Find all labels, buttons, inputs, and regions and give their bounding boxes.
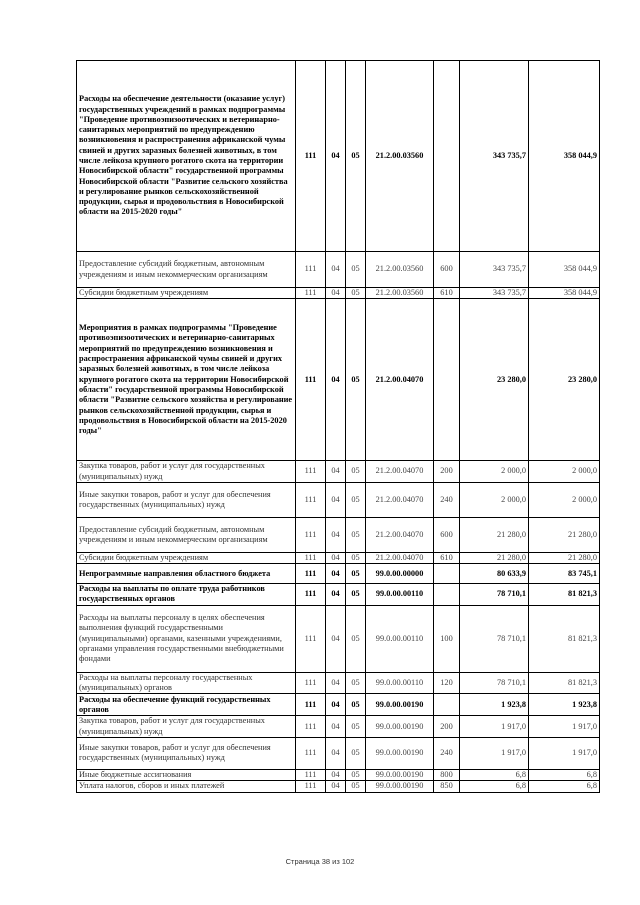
- cell-section-code: 04: [326, 252, 346, 288]
- budget-rows: [77, 61, 600, 793]
- table-row: [77, 299, 600, 461]
- cell-section-code: 04: [326, 737, 346, 769]
- cell-amount-year-2: 1 917,0: [529, 716, 600, 738]
- cell-name: Расходы на выплаты по оплате труда работников государственных органов: [77, 584, 296, 606]
- cell-target-article: 99.0.00.00190: [366, 769, 434, 780]
- cell-target-article: 21.2.00.03560: [366, 288, 434, 299]
- cell-amount-year-2: 358 044,9: [529, 61, 600, 252]
- cell-expense-type: 240: [434, 737, 460, 769]
- cell-target-article: 21.2.00.04070: [366, 461, 434, 483]
- cell-amount-year-1: 78 710,1: [460, 584, 529, 606]
- cell-section-code: 04: [326, 672, 346, 694]
- cell-expense-type: 200: [434, 461, 460, 483]
- cell-section-code: 04: [326, 552, 346, 563]
- cell-amount-year-1: 1 917,0: [460, 737, 529, 769]
- cell-subsection-code: 05: [346, 737, 366, 769]
- cell-subsection-code: 05: [346, 694, 366, 716]
- cell-section-code: 04: [326, 769, 346, 780]
- cell-section-code: 04: [326, 605, 346, 672]
- cell-target-article: 21.2.00.04070: [366, 552, 434, 563]
- cell-name: Закупка товаров, работ и услуг для государственных (муниципальных) нужд: [77, 716, 296, 738]
- cell-subsection-code: 05: [346, 672, 366, 694]
- cell-amount-year-2: 1 923,8: [529, 694, 600, 716]
- cell-expense-type: 100: [434, 605, 460, 672]
- cell-ministry-code: 111: [296, 716, 326, 738]
- cell-subsection-code: 05: [346, 61, 366, 252]
- table-row: [77, 552, 600, 563]
- cell-ministry-code: 111: [296, 461, 326, 483]
- cell-target-article: 21.2.00.04070: [366, 299, 434, 461]
- cell-amount-year-1: 6,8: [460, 769, 529, 780]
- cell-section-code: 04: [326, 288, 346, 299]
- cell-subsection-code: 05: [346, 552, 366, 563]
- cell-expense-type: 120: [434, 672, 460, 694]
- cell-section-code: 04: [326, 716, 346, 738]
- cell-amount-year-1: 2 000,0: [460, 482, 529, 517]
- cell-ministry-code: 111: [296, 61, 326, 252]
- cell-name: Иные закупки товаров, работ и услуг для обеспечения государственных (муниципальных) нужд: [77, 737, 296, 769]
- table-row: [77, 694, 600, 716]
- cell-subsection-code: 05: [346, 605, 366, 672]
- cell-ministry-code: 111: [296, 299, 326, 461]
- cell-expense-type: [434, 694, 460, 716]
- cell-amount-year-2: 358 044,9: [529, 252, 600, 288]
- cell-amount-year-1: 78 710,1: [460, 605, 529, 672]
- table-row: [77, 584, 600, 606]
- cell-amount-year-2: 21 280,0: [529, 517, 600, 552]
- table-row: [77, 252, 600, 288]
- cell-name: Расходы на обеспечение деятельности (оказание услуг) государственных учреждений в рамках подпрограммы "Проведение противоэпизоотических и ветеринарно-санитарных мероприятий по предупреждению возникновения и распространения африканской чумы свиней и других заразных болезней животных, в том числе лейкоза крупного рогатого скота на территории Новосибирской области" государственной программы Новосибирской области "Развитие сельского хозяйства и регулирование рынков сельскохозяйственной продукции, сырья и продовольствия в Новосибирской области на 2015-2020 годы": [77, 61, 296, 252]
- cell-amount-year-1: 343 735,7: [460, 252, 529, 288]
- cell-amount-year-1: 343 735,7: [460, 288, 529, 299]
- cell-target-article: 99.0.00.00190: [366, 781, 434, 792]
- cell-subsection-code: 05: [346, 716, 366, 738]
- cell-section-code: 04: [326, 781, 346, 792]
- table-row: [77, 769, 600, 780]
- cell-section-code: 04: [326, 299, 346, 461]
- cell-ministry-code: 111: [296, 781, 326, 792]
- cell-expense-type: 240: [434, 482, 460, 517]
- cell-expense-type: [434, 584, 460, 606]
- cell-expense-type: 850: [434, 781, 460, 792]
- table-row: [77, 517, 600, 552]
- cell-subsection-code: 05: [346, 288, 366, 299]
- cell-amount-year-1: 2 000,0: [460, 461, 529, 483]
- cell-name: Предоставление субсидий бюджетным, автономным учреждениям и иным некоммерческим организациям: [77, 517, 296, 552]
- cell-subsection-code: 05: [346, 461, 366, 483]
- cell-name: Непрограммные направления областного бюджета: [77, 564, 296, 584]
- cell-ministry-code: 111: [296, 672, 326, 694]
- cell-subsection-code: 05: [346, 769, 366, 780]
- cell-target-article: 99.0.00.00190: [366, 694, 434, 716]
- cell-name: Расходы на выплаты персоналу в целях обеспечения выполнения функций государственными (муниципальными) органами, казенными учреждениями, органами управления государственными внебюджетными фондами: [77, 605, 296, 672]
- cell-target-article: 99.0.00.00110: [366, 584, 434, 606]
- cell-amount-year-1: 23 280,0: [460, 299, 529, 461]
- cell-section-code: 04: [326, 61, 346, 252]
- cell-ministry-code: 111: [296, 252, 326, 288]
- cell-ministry-code: 111: [296, 564, 326, 584]
- cell-section-code: 04: [326, 517, 346, 552]
- cell-amount-year-2: 2 000,0: [529, 482, 600, 517]
- cell-subsection-code: 05: [346, 482, 366, 517]
- cell-target-article: 99.0.00.00110: [366, 605, 434, 672]
- cell-amount-year-1: 6,8: [460, 781, 529, 792]
- cell-name: Иные закупки товаров, работ и услуг для обеспечения государственных (муниципальных) нужд: [77, 482, 296, 517]
- cell-ministry-code: 111: [296, 737, 326, 769]
- cell-expense-type: 610: [434, 288, 460, 299]
- cell-target-article: 21.2.00.03560: [366, 61, 434, 252]
- cell-name: Иные бюджетные ассигнования: [77, 769, 296, 780]
- cell-name: Мероприятия в рамках подпрограммы "Проведение противоэпизоотических и ветеринарно-санитарных мероприятий по предупреждению возникновения и распространения африканской чумы свиней и других заразных болезней животных, в том числе лейкоза крупного рогатого скота на территории Новосибирской области" государственной программы Новосибирской области "Развитие сельского хозяйства и регулирование рынков сельскохозяйственной продукции, сырья и продовольствия в Новосибирской области на 2015-2020 годы": [77, 299, 296, 461]
- cell-amount-year-2: 81 821,3: [529, 672, 600, 694]
- cell-expense-type: [434, 61, 460, 252]
- table-row: [77, 781, 600, 792]
- cell-subsection-code: 05: [346, 299, 366, 461]
- cell-amount-year-2: 358 044,9: [529, 288, 600, 299]
- cell-section-code: 04: [326, 461, 346, 483]
- cell-name: Закупка товаров, работ и услуг для государственных (муниципальных) нужд: [77, 461, 296, 483]
- cell-amount-year-2: 81 821,3: [529, 605, 600, 672]
- cell-name: Субсидии бюджетным учреждениям: [77, 552, 296, 563]
- table-row: [77, 482, 600, 517]
- cell-expense-type: 600: [434, 252, 460, 288]
- cell-subsection-code: 05: [346, 517, 366, 552]
- budget-table: [76, 60, 600, 793]
- cell-ministry-code: 111: [296, 584, 326, 606]
- cell-target-article: 99.0.00.00000: [366, 564, 434, 584]
- cell-name: Уплата налогов, сборов и иных платежей: [77, 781, 296, 792]
- table-row: [77, 564, 600, 584]
- cell-ministry-code: 111: [296, 552, 326, 563]
- cell-subsection-code: 05: [346, 584, 366, 606]
- cell-ministry-code: 111: [296, 769, 326, 780]
- cell-target-article: 21.2.00.04070: [366, 517, 434, 552]
- cell-amount-year-2: 6,8: [529, 769, 600, 780]
- cell-subsection-code: 05: [346, 564, 366, 584]
- cell-amount-year-2: 1 917,0: [529, 737, 600, 769]
- cell-expense-type: 800: [434, 769, 460, 780]
- cell-expense-type: 600: [434, 517, 460, 552]
- cell-name: Предоставление субсидий бюджетным, автономным учреждениям и иным некоммерческим организациям: [77, 252, 296, 288]
- cell-amount-year-2: 83 745,1: [529, 564, 600, 584]
- cell-name: Расходы на выплаты персоналу государственных (муниципальных) органов: [77, 672, 296, 694]
- cell-section-code: 04: [326, 564, 346, 584]
- cell-amount-year-2: 21 280,0: [529, 552, 600, 563]
- cell-name: Расходы на обеспечение функций государственных органов: [77, 694, 296, 716]
- cell-name: Субсидии бюджетным учреждениям: [77, 288, 296, 299]
- cell-target-article: 99.0.00.00190: [366, 737, 434, 769]
- cell-section-code: 04: [326, 694, 346, 716]
- cell-ministry-code: 111: [296, 288, 326, 299]
- cell-amount-year-2: 81 821,3: [529, 584, 600, 606]
- cell-section-code: 04: [326, 482, 346, 517]
- cell-amount-year-1: 78 710,1: [460, 672, 529, 694]
- table-row: [77, 672, 600, 694]
- cell-ministry-code: 111: [296, 517, 326, 552]
- cell-amount-year-1: 80 633,9: [460, 564, 529, 584]
- cell-target-article: 99.0.00.00190: [366, 716, 434, 738]
- cell-expense-type: [434, 564, 460, 584]
- cell-ministry-code: 111: [296, 694, 326, 716]
- cell-subsection-code: 05: [346, 781, 366, 792]
- cell-expense-type: 610: [434, 552, 460, 563]
- cell-amount-year-1: 1 923,8: [460, 694, 529, 716]
- cell-amount-year-1: 21 280,0: [460, 517, 529, 552]
- cell-amount-year-2: 6,8: [529, 781, 600, 792]
- table-row: [77, 716, 600, 738]
- table-row: [77, 288, 600, 299]
- table-row: [77, 737, 600, 769]
- cell-subsection-code: 05: [346, 252, 366, 288]
- cell-target-article: 21.2.00.03560: [366, 252, 434, 288]
- table-row: [77, 61, 600, 252]
- cell-ministry-code: 111: [296, 482, 326, 517]
- cell-amount-year-1: 343 735,7: [460, 61, 529, 252]
- cell-amount-year-2: 2 000,0: [529, 461, 600, 483]
- table-row: [77, 461, 600, 483]
- cell-amount-year-1: 1 917,0: [460, 716, 529, 738]
- cell-ministry-code: 111: [296, 605, 326, 672]
- cell-expense-type: [434, 299, 460, 461]
- page-number: Страница 38 из 102: [285, 857, 355, 866]
- cell-target-article: 21.2.00.04070: [366, 482, 434, 517]
- cell-expense-type: 200: [434, 716, 460, 738]
- cell-amount-year-2: 23 280,0: [529, 299, 600, 461]
- cell-section-code: 04: [326, 584, 346, 606]
- table-row: [77, 605, 600, 672]
- cell-target-article: 99.0.00.00110: [366, 672, 434, 694]
- cell-amount-year-1: 21 280,0: [460, 552, 529, 563]
